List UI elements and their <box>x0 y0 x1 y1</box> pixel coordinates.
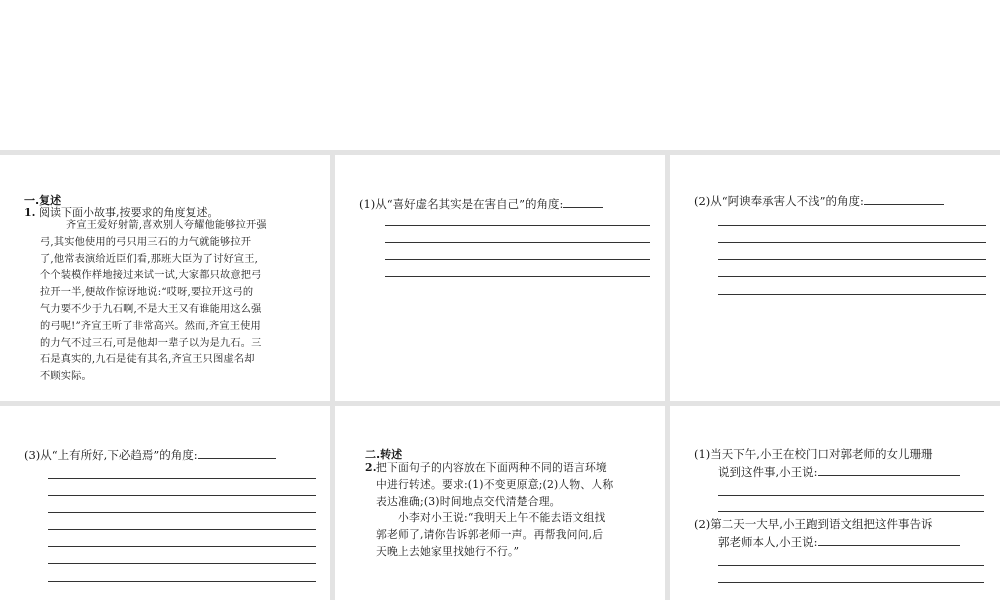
story-line: 了,他常表演给近臣们看,那班大臣为了讨好宣王, <box>40 253 259 265</box>
answer-line[interactable] <box>385 225 650 226</box>
item-2-prompt: 郭老师本人,小王说: <box>718 535 818 549</box>
answer-line[interactable] <box>718 294 986 295</box>
answer-line[interactable] <box>718 242 986 243</box>
answer-blank[interactable] <box>563 195 603 208</box>
question-line: 把下面句子的内容放在下面两种不同的语言环境 <box>376 461 607 474</box>
answer-blank[interactable] <box>818 463 960 476</box>
answer-blank[interactable] <box>818 533 960 546</box>
question-number: 2. <box>365 461 377 474</box>
answer-line[interactable] <box>48 512 316 513</box>
answer-blank[interactable] <box>864 192 944 205</box>
answer-line[interactable] <box>718 225 986 226</box>
item-2-line-2 <box>718 533 960 550</box>
quote-line: 天晚上去她家里找她行不行。” <box>376 544 520 558</box>
answer-line[interactable] <box>718 565 984 566</box>
item-1-line-2 <box>718 463 960 480</box>
quote-line: 郭老师了,请你告诉郭老师一声。再帮我问问,后 <box>376 528 604 542</box>
quote-line: 小李对小王说:“我明天上午不能去语文组找 <box>398 511 606 525</box>
story-text <box>40 218 318 386</box>
story-line: 齐宣王爱好射箭,喜欢别人夸耀他能够拉开强 <box>66 220 267 231</box>
answer-line[interactable] <box>718 495 984 496</box>
story-line: 的弓呢!”齐宣王听了非常高兴。然而,齐宣王使用 <box>40 320 261 332</box>
item-1-line-1: (1)当天下午,小王在校门口对郭老师的女儿珊珊 <box>694 447 933 461</box>
answer-line[interactable] <box>718 259 986 260</box>
story-line: 的力气不过三石,可是他却一辈子以为是九石。三 <box>40 337 262 349</box>
question-text: 阅读下面小故事,按要求的角度复述。 <box>39 206 219 219</box>
prompt-1 <box>359 195 603 212</box>
answer-line[interactable] <box>385 259 650 260</box>
panel-story <box>0 155 330 401</box>
story-line: 气力要不少于九石啊,不是大王又有谁能用这么强 <box>40 303 262 315</box>
answer-line[interactable] <box>718 582 984 583</box>
answer-line[interactable] <box>48 478 316 479</box>
panel-answer-1 <box>335 155 665 401</box>
answer-line[interactable] <box>48 529 316 530</box>
story-line: 拉开一半,便故作惊讶地说:“哎呀,要拉开这弓的 <box>40 287 254 299</box>
question-number: 1 <box>24 206 32 219</box>
section-title-retell: 一.复述 <box>24 194 62 207</box>
answer-line[interactable] <box>718 511 984 512</box>
section-title-relay: 二.转述 <box>365 448 403 461</box>
prompt-3 <box>24 446 276 463</box>
panel-answer-3 <box>0 406 330 600</box>
item-1-prompt: 说到这件事,小王说: <box>718 465 818 479</box>
question-2 <box>365 460 660 561</box>
answer-blank[interactable] <box>198 446 276 459</box>
answer-line[interactable] <box>48 546 316 547</box>
story-line: 石是真实的,九石是徒有其名,齐宣王只图虚名却 <box>40 354 255 366</box>
prompt-2 <box>694 192 944 209</box>
panel-relay <box>335 406 665 600</box>
question-line: 表达准确;(3)时间地点交代清楚合理。 <box>376 494 561 508</box>
prompt-text: (3)从“上有所好,下必趋焉”的角度: <box>24 448 198 462</box>
story-line: 弓,其实他使用的弓只用三石的力气就能够拉开 <box>40 236 252 248</box>
prompt-text: (1)从“喜好虚名其实是在害自己”的角度: <box>359 197 564 211</box>
question-1: 1. 阅读下面小故事,按要求的角度复述。 <box>24 206 219 219</box>
panel-answer-2 <box>670 155 1000 401</box>
story-line: 不顾实际。 <box>40 371 92 383</box>
answer-line[interactable] <box>48 581 316 582</box>
answer-line[interactable] <box>48 495 316 496</box>
answer-line[interactable] <box>385 242 650 243</box>
prompt-text: (2)从“阿谀奉承害人不浅”的角度: <box>694 194 864 208</box>
panel-answer-relay <box>670 406 1000 600</box>
answer-line[interactable] <box>385 276 650 277</box>
question-line: 中进行转述。要求:(1)不变更原意;(2)人物、人称 <box>376 477 614 491</box>
answer-line[interactable] <box>48 563 316 564</box>
item-2-line-1: (2)第二天一大早,小王跑到语文组把这件事告诉 <box>694 517 933 531</box>
answer-line[interactable] <box>718 276 986 277</box>
story-line: 个个装模作样地接过来试一试,大家都只故意把弓 <box>40 270 262 282</box>
top-blank-area <box>0 0 1000 150</box>
